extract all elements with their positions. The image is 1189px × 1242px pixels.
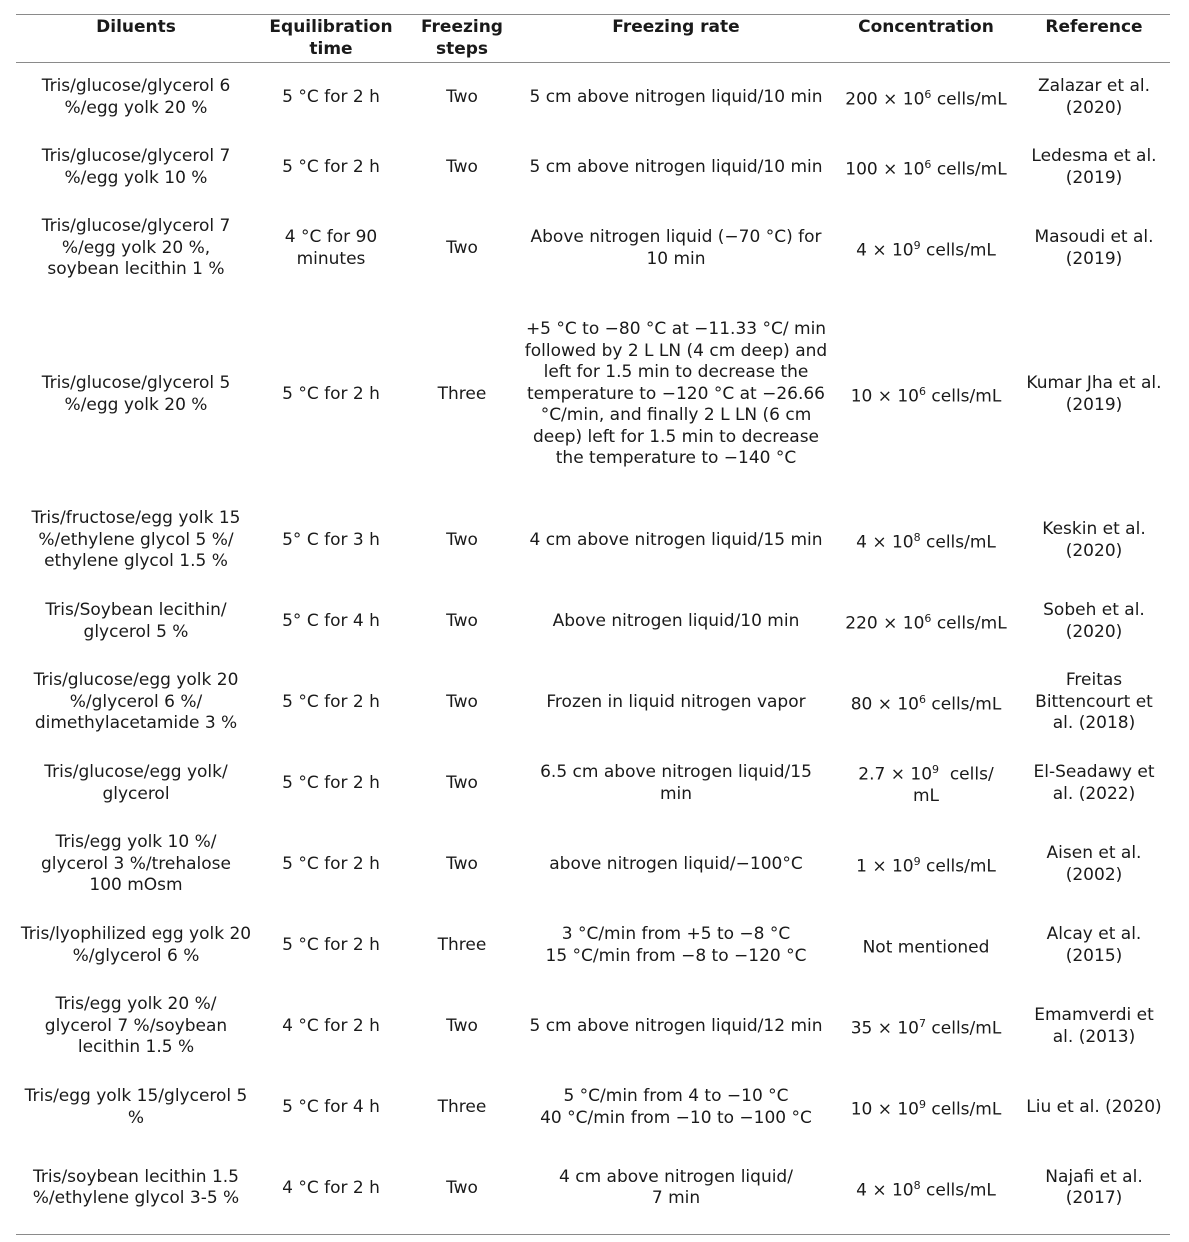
cell-diluent: Tris/glucose/egg yolk 20 %/glycerol 6 %/ dimethylacetamide 3 % (33, 670, 239, 734)
cell-freezing-steps: Three (437, 383, 487, 404)
concentration-unit: cells/mL (926, 386, 1002, 407)
table-row (16, 911, 1170, 981)
cell-concentration (834, 1143, 1018, 1235)
concentration-unit: cells/mL (931, 159, 1007, 180)
table-row (16, 63, 1170, 133)
cell-diluent: Tris/soybean lecithin 1.5 %/ethylene glycol 3-5 % (32, 1166, 240, 1209)
cell-freezing-rate: 6.5 cm above nitrogen liquid/15 min (540, 762, 812, 804)
cell-concentration (834, 203, 1018, 295)
cell-freezing-rate: 4 cm above nitrogen liquid/15 min (529, 529, 823, 550)
cell-reference: Liu et al. (2020) (1026, 1096, 1162, 1117)
concentration-base: 4 × 10 (856, 1180, 914, 1201)
concentration-unit: cells/mL (931, 613, 1007, 634)
table-row (16, 657, 1170, 749)
table-row (16, 587, 1170, 657)
cell-concentration (834, 495, 1018, 587)
concentration-unit: cells/mL (920, 532, 996, 553)
cell-concentration (834, 1073, 1018, 1143)
cell-diluent: Tris/Soybean lecithin/ glycerol 5 % (45, 600, 227, 642)
concentration-base: 2.7 × 10 (858, 764, 933, 785)
cell-equilibration-time: 5° C for 3 h (282, 529, 380, 550)
header-freezing-rate: Freezing rate (612, 17, 740, 37)
concentration-exponent: 6 (924, 88, 932, 102)
cell-concentration (834, 981, 1018, 1073)
cell-equilibration-time: 5 °C for 2 h (282, 383, 380, 404)
header-row (16, 15, 1170, 63)
cell-reference: El-Seadawy et al. (2022) (1033, 762, 1155, 804)
cell-freezing-steps: Three (437, 934, 487, 955)
cell-equilibration-time: 4 °C for 2 h (282, 1177, 380, 1198)
concentration-base: Not mentioned (862, 937, 990, 958)
header-concentration: Concentration (858, 17, 994, 37)
cell-concentration (834, 749, 1018, 819)
concentration-base: 200 × 10 (845, 89, 925, 110)
cell-reference: Aisen et al. (2002) (1046, 843, 1142, 885)
concentration-base: 10 × 10 (850, 386, 920, 407)
cell-reference: Sobeh et al. (2020) (1043, 600, 1145, 642)
concentration-base: 1 × 10 (856, 856, 914, 877)
cell-freezing-rate: 5 cm above nitrogen liquid/12 min (529, 1015, 823, 1036)
concentration-base: 4 × 10 (856, 240, 914, 261)
cell-equilibration-time: 5° C for 4 h (282, 610, 380, 631)
cell-diluent: Tris/glucose/glycerol 7 %/egg yolk 10 % (41, 146, 231, 188)
cell-freezing-steps: Two (446, 1015, 478, 1036)
concentration-unit: cells/mL (926, 1099, 1002, 1120)
cell-equilibration-time: 4 °C for 2 h (282, 1015, 380, 1036)
concentration-exponent: 9 (919, 1097, 927, 1111)
cell-freezing-steps: Two (446, 529, 478, 550)
cell-concentration (834, 133, 1018, 203)
cell-diluent: Tris/fructose/egg yolk 15 %/ethylene glycol 5 %/ ethylene glycol 1.5 % (31, 508, 241, 572)
cell-diluent: Tris/glucose/glycerol 6 %/egg yolk 20 % (41, 76, 231, 118)
concentration-exponent: 6 (924, 611, 932, 625)
concentration-base: 220 × 10 (845, 613, 925, 634)
concentration-exponent: 6 (924, 157, 932, 171)
cell-freezing-steps: Two (446, 237, 478, 258)
table-row (16, 981, 1170, 1073)
cell-reference: Alcay et al. (2015) (1046, 924, 1142, 966)
cell-concentration (834, 911, 1018, 981)
cell-reference: Zalazar et al. (2020) (1037, 76, 1150, 118)
cell-equilibration-time: 4 °C for 90 minutes (284, 227, 378, 269)
cell-freezing-rate: 4 cm above nitrogen liquid/ 7 min (559, 1166, 793, 1209)
cell-freezing-rate: 5 °C/min from 4 to −10 °C 40 °C/min from −10 to −100 °C (540, 1086, 812, 1128)
cell-concentration (834, 657, 1018, 749)
cell-freezing-rate: 5 cm above nitrogen liquid/10 min (529, 87, 823, 107)
cell-freezing-rate: Above nitrogen liquid/10 min (552, 610, 800, 631)
table-row (16, 819, 1170, 911)
concentration-base: 80 × 10 (850, 694, 920, 715)
cell-reference: Masoudi et al. (2019) (1034, 227, 1154, 269)
concentration-unit: cells/mL (926, 1018, 1002, 1039)
cell-freezing-steps: Two (446, 87, 478, 107)
table-row (16, 133, 1170, 203)
concentration-exponent: 8 (913, 530, 921, 544)
table-row (16, 495, 1170, 587)
cell-freezing-rate: 5 cm above nitrogen liquid/10 min (529, 156, 823, 177)
cell-equilibration-time: 5 °C for 4 h (282, 1096, 380, 1117)
header-reference: Reference (1045, 17, 1143, 37)
table-header (16, 15, 1170, 63)
cell-diluent: Tris/lyophilized egg yolk 20 %/glycerol 6 % (20, 924, 252, 966)
cell-concentration (834, 63, 1018, 133)
concentration-exponent: 8 (913, 1178, 921, 1192)
cell-freezing-steps: Two (446, 772, 478, 793)
data-table-container (16, 14, 1170, 1235)
cell-equilibration-time: 5 °C for 2 h (282, 853, 380, 874)
cell-diluent: Tris/egg yolk 10 %/ glycerol 3 %/trehalose 100 mOsm (41, 832, 231, 896)
cell-freezing-rate: +5 °C to −80 °C at −11.33 °C/ min followed by 2 L LN (4 cm deep) and left for 1.5 min to decrease the temperature to −120 °C at −26.66 °C/min, and finally 2 L LN (6 cm deep) left for 1.5 min to decrease the temperature to −140 °C (524, 319, 828, 469)
table-body (16, 63, 1170, 1235)
concentration-base: 10 × 10 (850, 1099, 920, 1120)
cell-diluent: Tris/egg yolk 15/glycerol 5 % (24, 1086, 248, 1128)
concentration-base: 100 × 10 (845, 159, 925, 180)
cell-freezing-rate: Frozen in liquid nitrogen vapor (546, 691, 806, 712)
cell-reference: Najafi et al. (2017) (1045, 1166, 1143, 1209)
cell-freezing-steps: Two (446, 156, 478, 177)
cell-concentration (834, 295, 1018, 495)
concentration-unit: cells/mL (931, 89, 1007, 110)
concentration-base: 35 × 10 (850, 1018, 920, 1039)
concentration-exponent: 6 (919, 384, 927, 398)
cell-reference: Ledesma et al. (2019) (1031, 146, 1157, 188)
cell-freezing-steps: Two (446, 1177, 478, 1198)
cell-freezing-steps: Two (446, 610, 478, 631)
concentration-exponent: 7 (919, 1016, 927, 1030)
cell-freezing-rate: Above nitrogen liquid (−70 °C) for 10 min (530, 227, 822, 269)
concentration-exponent: 9 (913, 854, 921, 868)
table-row (16, 1073, 1170, 1143)
header-freezing-steps: Freezing steps (421, 17, 503, 59)
cell-equilibration-time: 5 °C for 2 h (282, 156, 380, 177)
cell-diluent: Tris/glucose/glycerol 7 %/egg yolk 20 %, soybean lecithin 1 % (41, 216, 231, 280)
header-equilibration-time: Equilibration time (269, 17, 393, 59)
concentration-exponent: 6 (919, 692, 927, 706)
cell-reference: Freitas Bittencourt et al. (2018) (1035, 670, 1153, 734)
cell-diluent: Tris/glucose/glycerol 5 %/egg yolk 20 % (41, 373, 231, 415)
table-row (16, 749, 1170, 819)
cell-equilibration-time: 5 °C for 2 h (282, 87, 380, 107)
table-row (16, 203, 1170, 295)
cell-concentration (834, 819, 1018, 911)
concentration-unit: cells/mL (926, 694, 1002, 715)
cell-freezing-steps: Two (446, 691, 478, 712)
table-row (16, 1143, 1170, 1235)
concentration-base: 4 × 10 (856, 532, 914, 553)
concentration-unit: cells/ mL (912, 764, 1000, 807)
cell-diluent: Tris/egg yolk 20 %/ glycerol 7 %/soybean lecithin 1.5 % (44, 994, 228, 1058)
cell-concentration (834, 587, 1018, 657)
cell-freezing-steps: Two (446, 853, 478, 874)
cell-reference: Keskin et al. (2020) (1042, 519, 1146, 561)
cell-equilibration-time: 5 °C for 2 h (282, 934, 380, 955)
cell-freezing-rate: 3 °C/min from +5 to −8 °C 15 °C/min from −8 to −120 °C (545, 924, 807, 966)
concentration-unit: cells/mL (920, 856, 996, 877)
concentration-exponent: 9 (913, 238, 921, 252)
cell-freezing-steps: Three (437, 1096, 487, 1117)
cell-reference: Emamverdi et al. (2013) (1034, 1005, 1154, 1047)
cell-equilibration-time: 5 °C for 2 h (282, 772, 380, 793)
cell-freezing-rate: above nitrogen liquid/−100°C (549, 853, 803, 874)
cell-equilibration-time: 5 °C for 2 h (282, 691, 380, 712)
cell-reference: Kumar Jha et al. (2019) (1026, 373, 1162, 415)
table-row (16, 295, 1170, 495)
concentration-unit: cells/mL (920, 1180, 996, 1201)
concentration-unit: cells/mL (920, 240, 996, 261)
diluents-table (16, 14, 1170, 1235)
header-diluents: Diluents (96, 17, 176, 37)
concentration-exponent: 9 (932, 763, 940, 777)
cell-diluent: Tris/glucose/egg yolk/ glycerol (44, 762, 228, 804)
